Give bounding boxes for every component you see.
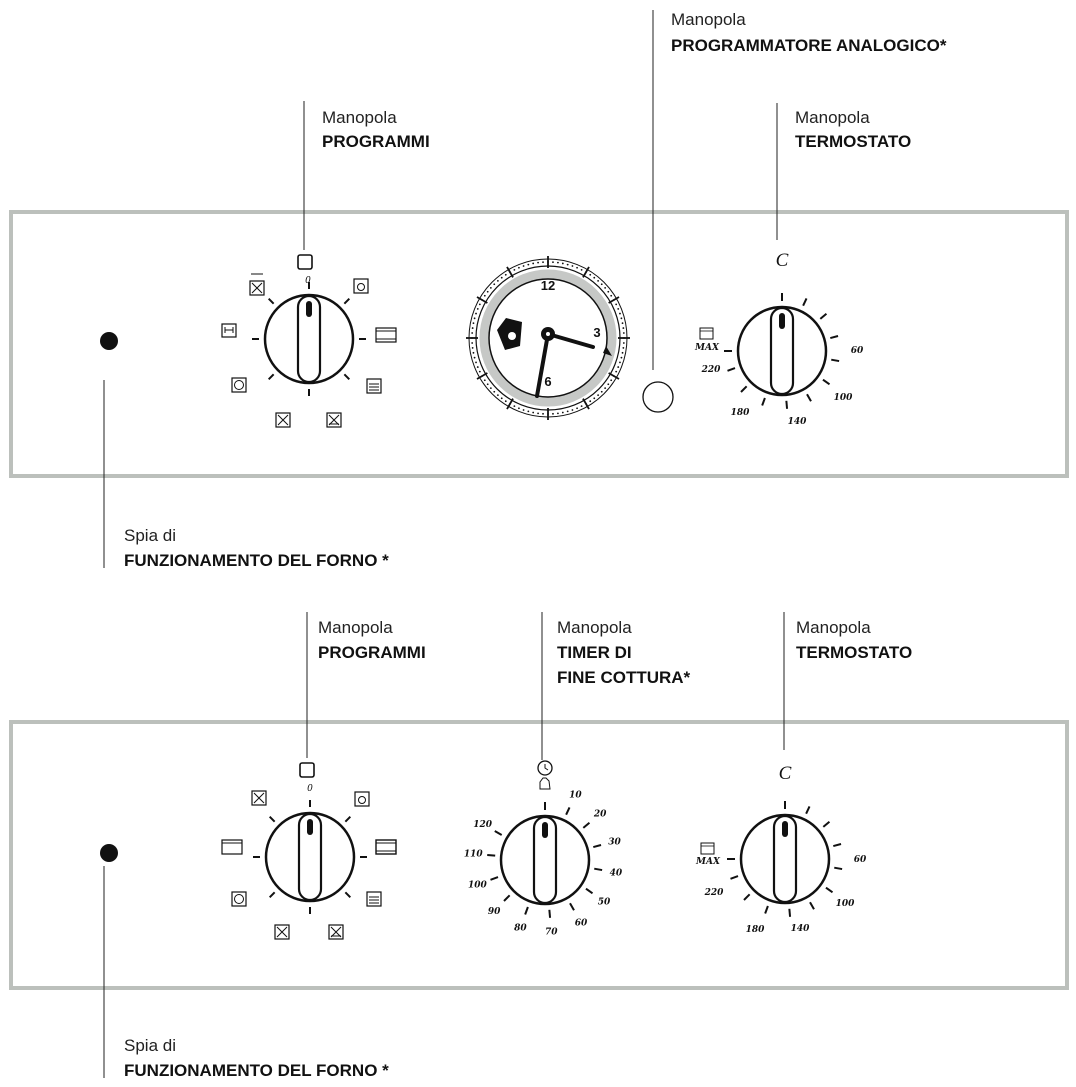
clock-icon [538, 761, 552, 775]
programmi-zero-label: 0 [305, 276, 311, 286]
clock-dot-23 [552, 413, 554, 415]
clock-dot-85 [604, 287, 606, 289]
programmi-knob-top[interactable] [222, 255, 396, 427]
programmi-knob-bottom[interactable] [222, 763, 396, 939]
timer-scale-30: 30 [608, 837, 621, 848]
programmi-tick-3 [345, 892, 350, 897]
clock-dot-31 [513, 405, 515, 407]
clock-dot-25 [542, 413, 544, 415]
thermostat-tick-2 [823, 822, 829, 827]
clock-dot-38 [487, 383, 489, 385]
timer-scale-110: 110 [463, 849, 483, 860]
clock-dot-49 [471, 332, 473, 334]
programmi-tick-7 [269, 299, 274, 304]
clock-dot-10 [607, 383, 609, 385]
thermostat-scale-100-bottom: 100 [835, 899, 855, 909]
clock-dot-13 [597, 394, 599, 396]
clock-number-6: 6 [544, 374, 552, 389]
clock-dot-75 [562, 263, 564, 265]
timer-scale-120: 120 [473, 820, 493, 830]
timer-tick-7 [549, 910, 550, 918]
thermostat-tick-1 [806, 806, 809, 813]
thermostat-scale-60-top: 60 [850, 346, 864, 356]
clock-dot-74 [557, 262, 559, 264]
clock-dot-1 [623, 342, 625, 344]
clock-dot-62 [501, 277, 503, 279]
clock-dot-67 [523, 265, 525, 267]
clock-dot-14 [593, 397, 595, 399]
clock-dot-34 [501, 397, 503, 399]
termostato-knob-top[interactable] [694, 250, 864, 427]
timer-tick-12 [495, 831, 502, 835]
timer-tick-3 [593, 845, 601, 847]
thermostat-tick-6 [810, 902, 814, 909]
clock-dot-68 [527, 264, 529, 266]
clock-dot-55 [479, 303, 481, 305]
conventional-icon [376, 840, 396, 854]
celsius-symbol-bottom: C [778, 763, 792, 784]
clock-dot-29 [523, 409, 525, 411]
clock-dot-27 [532, 412, 534, 414]
clock-dot-70 [537, 262, 539, 264]
clock-dot-66 [518, 267, 520, 269]
fan-icon [232, 892, 246, 906]
conventional-icon [376, 328, 396, 342]
thermostat-tick-9 [741, 386, 747, 392]
label-manopola-timer: Manopola [557, 618, 632, 637]
thermostat-max-label-bottom: MAX [696, 857, 720, 867]
label-funzionamento-forno-bottom: FUNZIONAMENTO DEL FORNO * [124, 1061, 389, 1080]
clock-dot-69 [532, 263, 534, 265]
programmer-button[interactable] [643, 382, 673, 412]
clock-dot-35 [497, 394, 499, 396]
programmi-tick-5 [269, 374, 274, 379]
programmi-tick-3 [344, 374, 349, 379]
top-heat-icon [222, 840, 242, 854]
top-panel [11, 10, 1067, 570]
fan-grill-icon [367, 892, 381, 906]
timer-scale-80: 80 [514, 923, 527, 934]
thermostat-tick-3 [830, 336, 838, 338]
timer-tick-8 [525, 907, 528, 915]
timer-scale-100: 100 [467, 880, 487, 891]
label-manopola-termostato-bottom: Manopola [796, 618, 871, 637]
timer-scale-20: 20 [593, 809, 607, 820]
clock-dot-17 [581, 405, 583, 407]
clock-dot-89 [615, 303, 617, 305]
clock-dot-42 [477, 366, 479, 368]
clock-dot-41 [479, 371, 481, 373]
light-icon [355, 792, 369, 806]
clock-dot-57 [484, 295, 486, 297]
label-termostato-top: TERMOSTATO [795, 132, 912, 151]
thermostat-scale-60-bottom: 60 [853, 855, 867, 865]
thermostat-tick-4 [834, 868, 842, 869]
clock-dot-77 [572, 265, 574, 267]
bottom-panel [11, 612, 1067, 1080]
clock-dot-37 [490, 387, 492, 389]
thermostat-tick-5 [823, 380, 830, 385]
label-spia-di-top: Spia di [124, 526, 176, 545]
label-manopola-programmatore: Manopola [671, 10, 746, 29]
thermostat-tick-7 [789, 909, 790, 917]
programmi-zero-label-bottom: 0 [307, 784, 313, 794]
thermostat-tick-2 [820, 314, 826, 319]
clock-dot-52 [474, 317, 476, 319]
timer-scale-70: 70 [545, 927, 558, 938]
oven-indicator-light-top [100, 332, 118, 350]
programmi-tick-1 [344, 299, 349, 304]
fan-bottom-icon [275, 925, 289, 939]
clock-dot-51 [473, 322, 475, 324]
bottom-heat-icon [329, 925, 343, 939]
timer-scale-90: 90 [487, 906, 501, 917]
clock-dot-90 [617, 308, 619, 310]
timer-tick-11 [487, 855, 495, 856]
clock-dot-53 [475, 313, 477, 315]
clock-dot-21 [562, 412, 564, 414]
clock-number-12: 12 [540, 278, 556, 293]
oven-off-icon [300, 763, 314, 777]
thermostat-max-label-top: MAX [695, 343, 719, 353]
clock-dot-83 [597, 280, 599, 282]
timer-tick-2 [583, 823, 589, 828]
thermostat-tick-10 [727, 368, 735, 371]
timer-scale-40: 40 [609, 868, 623, 879]
clock-dot-78 [576, 267, 578, 269]
clock-dot-61 [497, 280, 499, 282]
clock-dot-36 [493, 391, 495, 393]
clock-dot-19 [572, 409, 574, 411]
clock-dot-87 [610, 295, 612, 297]
clock-dot-9 [610, 379, 612, 381]
clock-dot-15 [589, 400, 591, 402]
clock-dot-71 [542, 261, 544, 263]
clock-dot-60 [493, 283, 495, 285]
clock-dot-28 [527, 411, 529, 413]
clock-dot-91 [619, 313, 621, 315]
programmi-tick-1 [345, 817, 350, 822]
label-termostato-bottom: TERMOSTATO [796, 643, 913, 662]
label-fine-cottura: FINE COTTURA* [557, 668, 691, 687]
programmi-tick-7 [270, 817, 275, 822]
clock-dot-43 [475, 362, 477, 364]
fan-bottom-icon [276, 413, 290, 427]
light-icon [354, 279, 368, 293]
clock-dot-59 [490, 287, 492, 289]
celsius-symbol-top: C [775, 250, 789, 271]
thermostat-tick-8 [765, 906, 768, 914]
thermostat-scale-180-bottom: 180 [745, 925, 765, 935]
clock-dot-2 [622, 347, 624, 349]
thermostat-tick-3 [833, 844, 841, 846]
label-timer-di: TIMER DI [557, 643, 632, 662]
thermostat-scale-220-top: 220 [701, 365, 721, 375]
label-programmi-top: PROGRAMMI [322, 132, 430, 151]
clock-dot-94 [622, 327, 624, 329]
label-spia-di-bottom: Spia di [124, 1036, 176, 1055]
clock-dot-11 [604, 387, 606, 389]
clock-dot-82 [593, 277, 595, 279]
bottom-heat-icon [327, 413, 341, 427]
clock-dot-7 [615, 371, 617, 373]
clock-dot-22 [557, 412, 559, 414]
label-manopola-programmi-top: Manopola [322, 108, 397, 127]
clock-dot-63 [505, 274, 507, 276]
clock-dot-65 [513, 269, 515, 271]
timer-tick-9 [504, 895, 510, 901]
thermostat-scale-140-top: 140 [787, 417, 807, 427]
label-programmi-bottom: PROGRAMMI [318, 643, 426, 662]
hand-icon [540, 778, 550, 789]
thermostat-scale-100-top: 100 [833, 393, 853, 403]
clock-dot-93 [622, 322, 624, 324]
clock-dot-45 [473, 352, 475, 354]
programmi-tick-5 [270, 892, 275, 897]
clock-dot-92 [621, 317, 623, 319]
thermostat-scale-140-bottom: 140 [790, 924, 810, 934]
defrost-icon [250, 274, 264, 295]
clock-dot-47 [471, 342, 473, 344]
clock-dot-20 [567, 411, 569, 413]
clock-dot-50 [472, 327, 474, 329]
thermostat-tick-5 [826, 888, 833, 893]
timer-scale-60: 60 [574, 918, 588, 929]
timer-scale-50: 50 [597, 897, 611, 908]
clock-dot-81 [589, 274, 591, 276]
thermostat-tick-6 [807, 394, 811, 401]
timer-tick-6 [570, 903, 574, 910]
clock-dot-44 [474, 357, 476, 359]
clock-dot-58 [487, 291, 489, 293]
thermostat-scale-180-top: 180 [730, 408, 750, 418]
timer-scale-10: 10 [569, 790, 582, 801]
clock-dot-4 [621, 357, 623, 359]
analog-programmer-clock[interactable] [466, 256, 630, 420]
oven-off-icon [298, 255, 312, 269]
grill-icon [222, 324, 236, 337]
label-programmatore-analogico: PROGRAMMATORE ANALOGICO* [671, 36, 947, 55]
timer-tick-10 [490, 877, 498, 880]
timer-tick-1 [566, 807, 569, 814]
max-oven-icon [701, 843, 714, 854]
thermostat-tick-8 [762, 398, 765, 406]
thermostat-tick-9 [744, 894, 750, 900]
clock-dot-54 [477, 308, 479, 310]
label-manopola-termostato-top: Manopola [795, 108, 870, 127]
clock-dot-12 [601, 391, 603, 393]
termostato-knob-bottom[interactable] [695, 763, 867, 935]
clock-dot-73 [552, 261, 554, 263]
thermostat-tick-4 [831, 360, 839, 361]
clock-dot-76 [567, 264, 569, 266]
clock-dot-6 [617, 366, 619, 368]
fan-grill-icon [367, 379, 381, 393]
clock-dot-84 [601, 283, 603, 285]
timer-tick-5 [586, 889, 593, 894]
clock-dot-86 [607, 291, 609, 293]
clock-dot-30 [518, 407, 520, 409]
clock-dot-5 [619, 362, 621, 364]
clock-dot-39 [484, 379, 486, 381]
clock-dot-95 [623, 332, 625, 334]
clock-dot-26 [537, 412, 539, 414]
defrost-icon [252, 791, 266, 805]
thermostat-scale-220-bottom: 220 [704, 888, 724, 898]
clock-dot-3 [622, 352, 624, 354]
oven-indicator-light-bottom [100, 844, 118, 862]
timer-tick-4 [594, 869, 602, 870]
clock-dot-79 [581, 269, 583, 271]
thermostat-tick-7 [786, 401, 787, 409]
max-oven-icon [700, 328, 713, 339]
clock-dot-46 [472, 347, 474, 349]
thermostat-tick-10 [730, 876, 738, 879]
label-manopola-programmi-bottom: Manopola [318, 618, 393, 637]
clock-dot-33 [505, 400, 507, 402]
clock-number-3: 3 [593, 325, 601, 340]
thermostat-tick-1 [803, 298, 806, 305]
fan-icon [232, 378, 246, 392]
label-funzionamento-forno-top: FUNZIONAMENTO DEL FORNO * [124, 551, 389, 570]
clock-dot-18 [576, 407, 578, 409]
timer-knob[interactable] [464, 761, 623, 938]
